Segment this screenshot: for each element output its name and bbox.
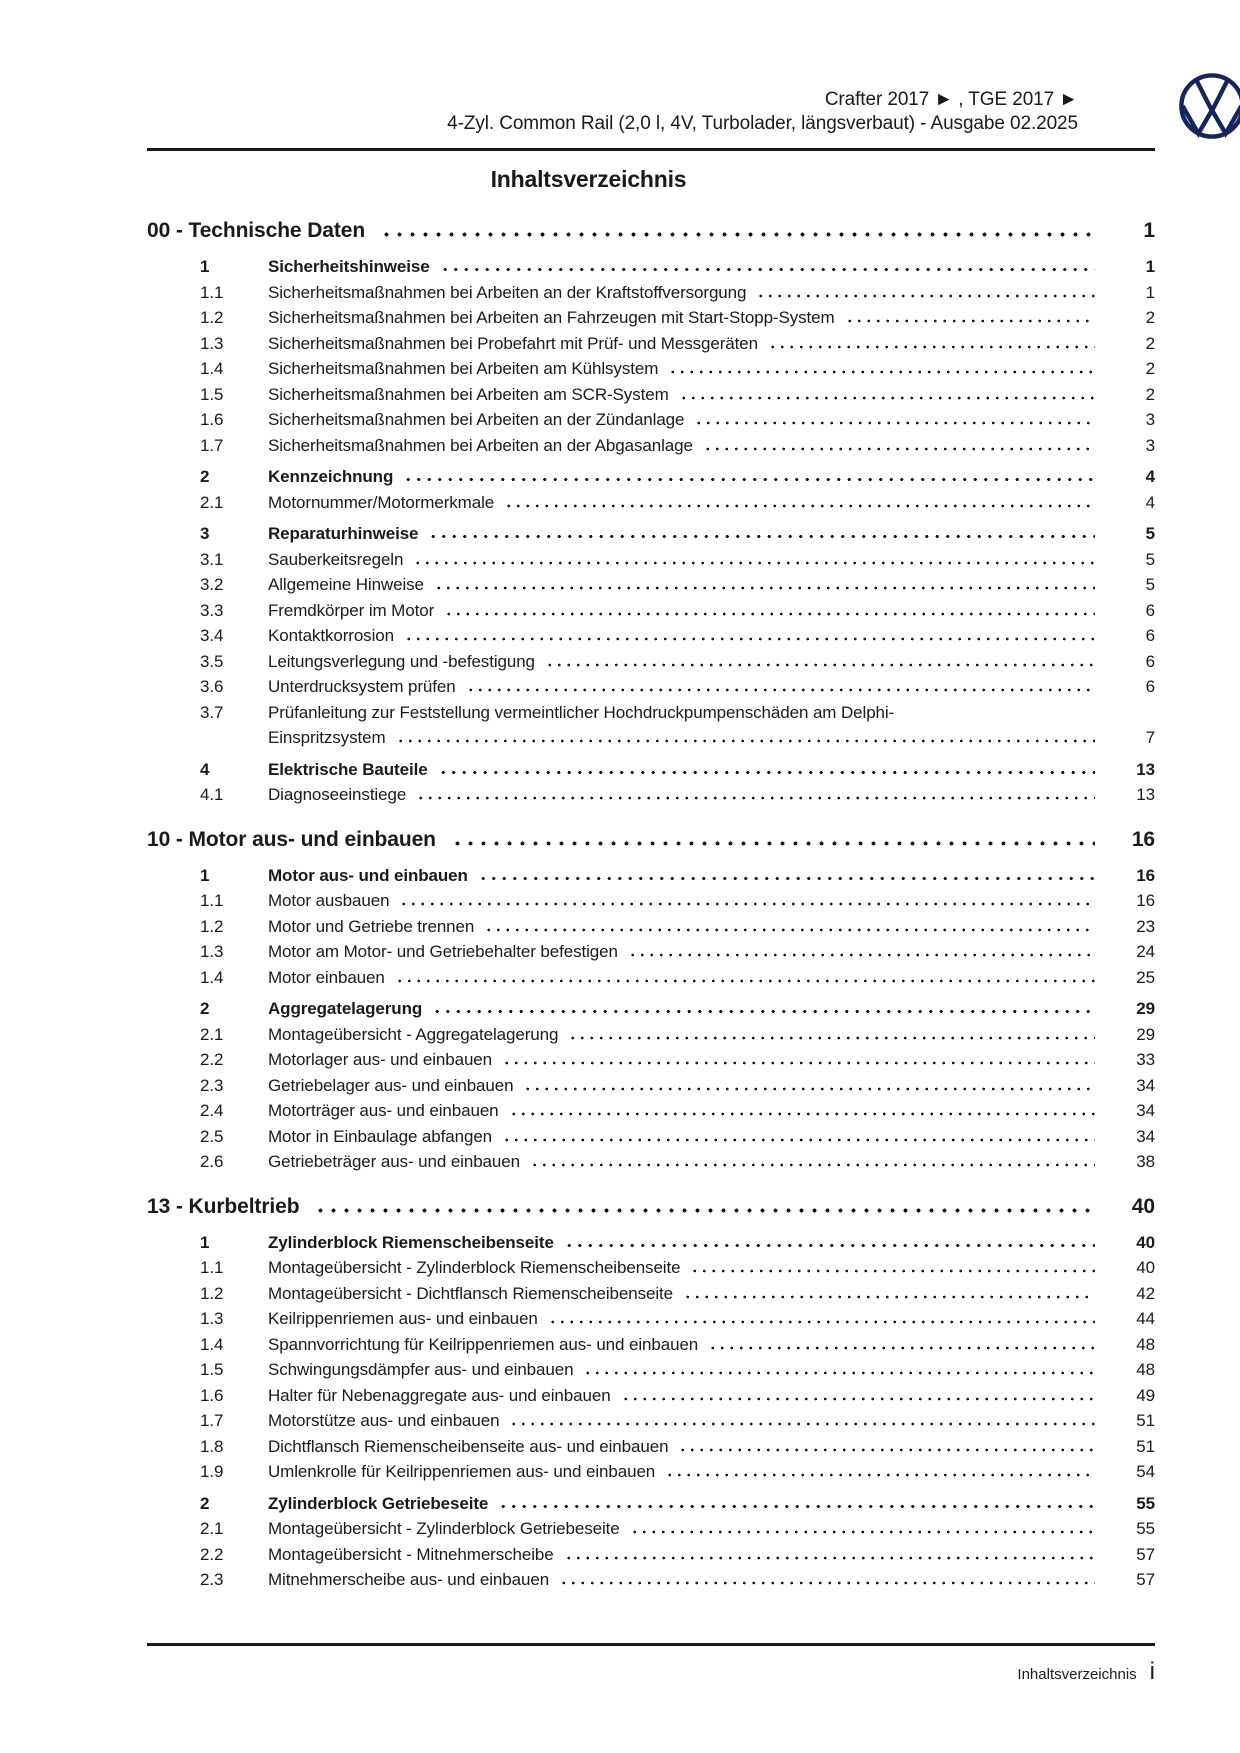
entry-page-number: 1 (1145, 257, 1155, 276)
toc-entry-row (147, 464, 1155, 490)
entry-title: Umlenkrolle für Keilrippenriemen aus- und einbauen (268, 1462, 656, 1481)
toc-entry-row (147, 1022, 1155, 1048)
entry-number: 1.6 (200, 1385, 224, 1405)
footer-page-number: i (1149, 1658, 1155, 1685)
dot-leader (630, 1522, 1095, 1534)
page-title: Inhaltsverzeichnis (490, 166, 687, 192)
dot-leader (694, 413, 1095, 425)
entry-title: Dichtflansch Riemenscheibenseite aus- und einbauen (268, 1436, 669, 1456)
dot-leader (509, 1104, 1095, 1116)
entry-page-number: 48 (1136, 1334, 1155, 1354)
entry-page-number: 25 (1136, 967, 1155, 987)
toc-section (147, 214, 1155, 808)
entry-title: Unterdrucksystem prüfen (268, 677, 456, 696)
entry-page-number: 3 (1145, 410, 1155, 429)
entry-page-number: 40 (1136, 1258, 1155, 1277)
toc-entry-row (147, 700, 1155, 726)
entry-page-number: 49 (1136, 1385, 1155, 1405)
entry-number: 1.3 (200, 333, 224, 353)
entry-title: Montageübersicht - Dichtflansch Riemenscheibenseite (268, 1283, 674, 1303)
entry-title: Zylinderblock Getriebeseite (268, 1493, 489, 1513)
entry-page-number: 3 (1145, 435, 1155, 455)
entry-number: 2.1 (200, 1519, 224, 1538)
entry-number: 2.2 (200, 1050, 224, 1069)
dot-leader (568, 1028, 1095, 1040)
entry-page-number: 2 (1145, 384, 1155, 404)
toc (147, 214, 1155, 1593)
entry-page-number: 13 (1136, 759, 1155, 779)
entry-number: 2.1 (200, 492, 224, 512)
dot-leader (564, 1236, 1095, 1248)
entry-number: 1 (200, 1232, 210, 1252)
entry-title: Schwingungsdämpfer aus- und einbauen (268, 1360, 574, 1379)
entry-title: Spannvorrichtung für Keilrippenriemen aus- und einbauen (268, 1334, 699, 1354)
toc-entry-row (147, 757, 1155, 783)
entry-page-number: 29 (1136, 999, 1155, 1018)
toc-entry-row (147, 1491, 1155, 1517)
dot-leader (314, 1201, 1095, 1213)
dot-leader (523, 1079, 1095, 1091)
entry-title: Getriebelager aus- und einbauen (268, 1075, 514, 1095)
dot-leader (628, 945, 1095, 957)
entry-title: Diagnoseeinstiege (268, 785, 407, 804)
entry-number: 3.1 (200, 549, 224, 569)
toc-entry-row (147, 1383, 1155, 1409)
entry-title: Kontaktkorrosion (268, 626, 394, 645)
toc-entry-row (147, 1357, 1155, 1383)
entry-number: 3.4 (200, 626, 224, 645)
header-models: Crafter 2017 ► , TGE 2017 ► (824, 89, 1078, 110)
entry-page-number: 4 (1145, 492, 1155, 512)
entry-page-number: 23 (1136, 916, 1155, 936)
chapter-page-number: 1 (1143, 219, 1155, 242)
entry-title: Zylinderblock Riemenscheibenseite (268, 1232, 554, 1252)
entry-page-number: 6 (1145, 626, 1155, 645)
footer-line (147, 1659, 1155, 1685)
entry-page-number: 33 (1136, 1050, 1155, 1069)
dot-leader (432, 1002, 1095, 1014)
dot-leader (583, 1363, 1095, 1375)
entry-title: Motor aus- und einbauen (268, 865, 468, 885)
entry-title: Sicherheitsmaßnahmen bei Arbeiten am Kühlsystem (268, 359, 659, 378)
dot-leader (665, 1465, 1095, 1477)
dot-leader (444, 604, 1095, 616)
entry-page-number: 16 (1136, 865, 1155, 885)
dot-leader (434, 578, 1095, 590)
dot-leader (396, 731, 1095, 743)
entry-title: Reparaturhinweise (268, 524, 419, 543)
dot-leader (559, 1573, 1095, 1585)
header (147, 0, 1155, 136)
entry-page-number: 13 (1136, 785, 1155, 804)
dot-leader (403, 470, 1095, 482)
entry-title: Keilrippenriemen aus- und einbauen (268, 1309, 538, 1328)
entry-number: 2.3 (200, 1075, 224, 1095)
toc-entry-row (147, 521, 1155, 547)
toc-entry-row (147, 888, 1155, 914)
entry-title: Montageübersicht - Zylinderblock Riemenscheibenseite (268, 1258, 681, 1277)
dot-leader (530, 1155, 1095, 1167)
entry-title: Fremdkörper im Motor (268, 600, 435, 620)
dot-leader (690, 1261, 1095, 1273)
footer-rule (147, 1643, 1155, 1646)
toc-entry-row (147, 1434, 1155, 1460)
toc-entry-row (147, 649, 1155, 675)
entry-number: 1.1 (200, 282, 224, 302)
entry-title: Elektrische Bauteile (268, 759, 428, 779)
entry-page-number: 40 (1136, 1232, 1155, 1252)
toc-entry-row (147, 674, 1155, 700)
dot-leader (466, 680, 1095, 692)
dot-leader (683, 1287, 1095, 1299)
entry-page-number: 2 (1145, 359, 1155, 378)
entry-number: 1.5 (200, 384, 224, 404)
dot-leader (845, 311, 1095, 323)
toc-chapter-row (147, 214, 1155, 248)
entry-number: 2.5 (200, 1126, 224, 1146)
entry-title: Motor am Motor- und Getriebehalter befestigen (268, 942, 618, 961)
toc-entry-row (147, 1149, 1155, 1175)
toc-entry-row (147, 1124, 1155, 1150)
toc-section (147, 823, 1155, 1175)
entry-title: Montageübersicht - Zylinderblock Getriebeseite (268, 1519, 620, 1538)
entry-page-number: 1 (1145, 282, 1155, 302)
entry-title: Motor in Einbaulage abfangen (268, 1126, 493, 1146)
toc-entry-row (147, 1408, 1155, 1434)
toc-entry-row (147, 1281, 1155, 1307)
toc-entry-row (147, 996, 1155, 1022)
chapter-title: 10 - Motor aus- und einbauen (147, 827, 436, 851)
header-subtitle: 4-Zyl. Common Rail (2,0 l, 4V, Turbolader, längsverbaut) - Ausgabe 02.2025 (447, 113, 1078, 134)
entry-number: 3.6 (200, 677, 224, 696)
dot-leader (416, 788, 1095, 800)
dot-leader (502, 1130, 1095, 1142)
entry-number: 3.3 (200, 600, 224, 620)
entry-page-number: 6 (1145, 677, 1155, 696)
dot-leader (703, 439, 1095, 451)
entry-page-number: 57 (1136, 1570, 1155, 1589)
dot-leader (545, 655, 1095, 667)
entry-number: 1.1 (200, 1258, 224, 1277)
dot-leader (440, 260, 1095, 272)
vw-logo-icon (1178, 72, 1240, 140)
entry-title: Motorträger aus- und einbauen (268, 1101, 499, 1120)
page-content (147, 0, 1155, 1593)
toc-entry-row (147, 782, 1155, 808)
entry-number: 1.6 (200, 410, 224, 429)
entry-page-number: 51 (1136, 1436, 1155, 1456)
entry-page-number: 16 (1136, 891, 1155, 910)
entry-page-number: 48 (1136, 1360, 1155, 1379)
dot-leader (484, 920, 1095, 932)
entry-page-number: 55 (1136, 1493, 1155, 1513)
toc-entry-row (147, 356, 1155, 382)
toc-entry-row (147, 331, 1155, 357)
dot-leader (478, 869, 1095, 881)
entry-page-number: 2 (1145, 308, 1155, 327)
entry-number: 1.4 (200, 1334, 224, 1354)
entry-title: Sicherheitsmaßnahmen bei Arbeiten an Fahrzeugen mit Start-Stopp-System (268, 308, 835, 327)
entry-page-number: 5 (1145, 524, 1155, 543)
entry-number: 2.3 (200, 1570, 224, 1589)
toc-entry-row (147, 1047, 1155, 1073)
entry-page-number: 5 (1145, 549, 1155, 569)
entry-page-number: 34 (1136, 1126, 1155, 1146)
toc-entry-row (147, 407, 1155, 433)
dot-leader (564, 1548, 1095, 1560)
footer (147, 1643, 1155, 1685)
dot-leader (679, 388, 1095, 400)
entry-number: 4.1 (200, 785, 224, 804)
entry-number: 1.4 (200, 359, 224, 378)
entry-number: 1.9 (200, 1462, 224, 1481)
dot-leader (451, 834, 1095, 846)
entry-number: 2.2 (200, 1544, 224, 1564)
chapter-page-number: 16 (1131, 827, 1155, 851)
entry-title: Motor ausbauen (268, 891, 390, 910)
entry-page-number: 51 (1136, 1411, 1155, 1430)
entry-title: Sauberkeitsregeln (268, 549, 404, 569)
entry-number: 1.4 (200, 967, 224, 987)
dot-leader (756, 286, 1095, 298)
entry-number: 2 (200, 467, 210, 486)
entry-title: Montageübersicht - Mitnehmerscheibe (268, 1544, 554, 1564)
entry-title: Sicherheitshinweise (268, 257, 430, 276)
toc-entry-row (147, 1332, 1155, 1358)
entry-page-number: 6 (1145, 651, 1155, 671)
entry-number: 1.2 (200, 916, 224, 936)
entry-page-number: 2 (1145, 333, 1155, 353)
entry-title: Getriebeträger aus- und einbauen (268, 1152, 520, 1171)
toc-entry-row (147, 939, 1155, 965)
entry-title: Sicherheitsmaßnahmen bei Arbeiten am SCR-System (268, 384, 669, 404)
toc-entry-row (147, 490, 1155, 516)
entry-number: 2 (200, 1493, 210, 1513)
toc-entry-row (147, 1459, 1155, 1485)
entry-page-number: 44 (1136, 1309, 1155, 1328)
entry-page-number: 34 (1136, 1101, 1155, 1120)
entry-number: 1.3 (200, 942, 224, 961)
dot-leader (768, 337, 1095, 349)
toc-entry-row (147, 914, 1155, 940)
toc-chapter-row (147, 823, 1155, 857)
entry-page-number: 57 (1136, 1544, 1155, 1564)
chapter-title: 13 - Kurbeltrieb (147, 1194, 300, 1218)
entry-number: 3.5 (200, 651, 224, 671)
entry-page-number: 4 (1145, 467, 1155, 486)
entry-title: Motorstütze aus- und einbauen (268, 1411, 500, 1430)
dot-leader (504, 496, 1095, 508)
entry-number: 1 (200, 865, 210, 885)
entry-number: 1.5 (200, 1360, 224, 1379)
entry-number: 1.2 (200, 1283, 224, 1303)
entry-title: Prüfanleitung zur Feststellung vermeintlicher Hochdruckpumpenschäden am Delphi- (268, 702, 895, 722)
entry-page-number: 55 (1136, 1519, 1155, 1538)
dot-leader (509, 1414, 1095, 1426)
entry-number: 1.2 (200, 308, 224, 327)
entry-page-number: 38 (1136, 1152, 1155, 1171)
toc-entry-row (147, 598, 1155, 624)
entry-title: Motor einbauen (268, 967, 385, 987)
entry-number: 1.1 (200, 891, 224, 910)
header-rule (147, 148, 1155, 151)
entry-title: Einspritzsystem (268, 728, 386, 747)
entry-number: 2.6 (200, 1152, 224, 1171)
dot-leader (404, 629, 1095, 641)
chapter-page-number: 40 (1131, 1194, 1155, 1218)
toc-entry-row (147, 965, 1155, 991)
toc-section (147, 1190, 1155, 1593)
entry-title: Aggregatelagerung (268, 999, 423, 1018)
entry-page-number: 29 (1136, 1024, 1155, 1044)
entry-title: Sicherheitsmaßnahmen bei Probefahrt mit Prüf- und Messgeräten (268, 333, 758, 353)
dot-leader (548, 1312, 1095, 1324)
entry-number: 2.1 (200, 1024, 224, 1044)
toc-entry-row (147, 1230, 1155, 1256)
entry-title: Mitnehmerscheibe aus- und einbauen (268, 1570, 550, 1589)
entry-page-number: 5 (1145, 575, 1155, 594)
dot-leader (668, 362, 1095, 374)
dot-leader (708, 1338, 1095, 1350)
entry-page-number: 54 (1136, 1462, 1155, 1481)
entry-number: 2 (200, 999, 210, 1018)
entry-title: Motorlager aus- und einbauen (268, 1050, 493, 1069)
toc-entry-row (147, 254, 1155, 280)
toc-entry-row (147, 1255, 1155, 1281)
entry-number: 3.7 (200, 702, 224, 722)
entry-title: Sicherheitsmaßnahmen bei Arbeiten an der Zündanlage (268, 410, 685, 429)
entry-number: 1 (200, 257, 210, 276)
entry-number: 3 (200, 524, 210, 543)
dot-leader (621, 1389, 1095, 1401)
toc-entry-wrap-row (147, 725, 1155, 751)
entry-number: 1.3 (200, 1309, 224, 1328)
dot-leader (380, 225, 1095, 237)
dot-leader (678, 1440, 1095, 1452)
dot-leader (399, 894, 1095, 906)
entry-number: 1.7 (200, 435, 224, 455)
entry-title: Motor und Getriebe trennen (268, 916, 475, 936)
entry-title: Leitungsverlegung und -befestigung (268, 651, 535, 671)
toc-entry-row (147, 382, 1155, 408)
entry-number: 4 (200, 759, 210, 779)
entry-page-number: 6 (1145, 600, 1155, 620)
toc-entry-row (147, 547, 1155, 573)
entry-number: 1.7 (200, 1411, 224, 1430)
dot-leader (413, 553, 1095, 565)
entry-title: Halter für Nebenaggregate aus- und einbauen (268, 1385, 611, 1405)
entry-title: Allgemeine Hinweise (268, 575, 424, 594)
entry-number: 2.4 (200, 1101, 224, 1120)
toc-chapter-row (147, 1190, 1155, 1224)
toc-entry-row (147, 572, 1155, 598)
entry-title: Sicherheitsmaßnahmen bei Arbeiten an der Kraftstoffversorgung (268, 282, 747, 302)
toc-entry-row (147, 1542, 1155, 1568)
entry-title: Kennzeichnung (268, 467, 394, 486)
entry-number: 1.8 (200, 1436, 224, 1456)
toc-entry-row (147, 305, 1155, 331)
chapter-title: 00 - Technische Daten (147, 219, 366, 242)
dot-leader (428, 527, 1095, 539)
entry-page-number: 7 (1145, 728, 1155, 747)
toc-entry-row (147, 1306, 1155, 1332)
dot-leader (498, 1497, 1095, 1509)
toc-entry-row (147, 433, 1155, 459)
entry-title: Motornummer/Motormerkmale (268, 492, 495, 512)
toc-entry-row (147, 1516, 1155, 1542)
toc-entry-row (147, 280, 1155, 306)
toc-entry-row (147, 623, 1155, 649)
dot-leader (502, 1053, 1095, 1065)
entry-page-number: 42 (1136, 1283, 1155, 1303)
toc-entry-row (147, 1098, 1155, 1124)
entry-page-number: 34 (1136, 1075, 1155, 1095)
toc-entry-row (147, 1073, 1155, 1099)
dot-leader (438, 763, 1095, 775)
toc-entry-row (147, 1567, 1155, 1593)
footer-label: Inhaltsverzeichnis (1017, 1666, 1137, 1683)
entry-title: Sicherheitsmaßnahmen bei Arbeiten an der Abgasanlage (268, 435, 693, 455)
dot-leader (395, 971, 1095, 983)
entry-number: 3.2 (200, 575, 224, 594)
toc-entry-row (147, 863, 1155, 889)
entry-page-number: 24 (1136, 942, 1155, 961)
entry-title: Montageübersicht - Aggregatelagerung (268, 1024, 559, 1044)
